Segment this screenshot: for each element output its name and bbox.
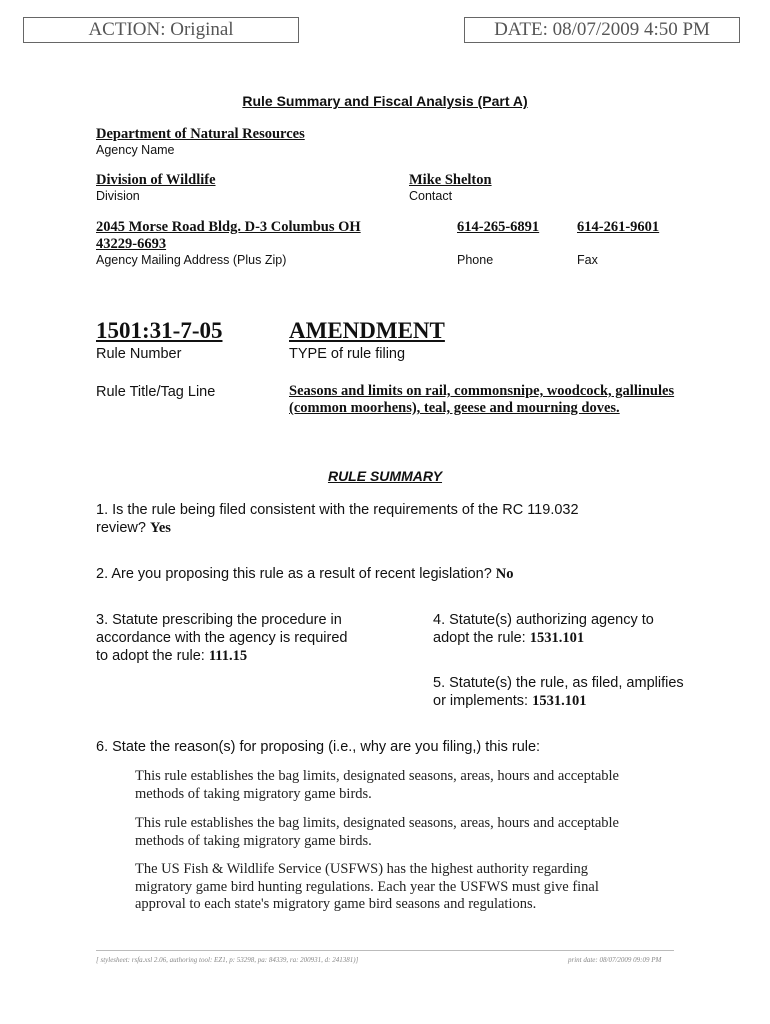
reason-paragraph-3-line-1: The US Fish & Wildlife Service (USFWS) has the highest authority regarding: [135, 861, 589, 877]
footer-print-date: print date: 08/07/2009 09:09 PM: [568, 956, 662, 964]
address-line-1: 2045 Morse Road Bldg. D-3 Columbus OH: [96, 219, 361, 235]
question-5-answer: 1531.101: [532, 693, 587, 709]
reason-paragraph-3-line-2: migratory game bird hunting regulations. Each year the USFWS must give final: [135, 878, 599, 895]
page-title: Rule Summary and Fiscal Analysis (Part A): [242, 93, 528, 109]
question-5-line-1: 5. Statute(s) the rule, as filed, amplifies: [433, 675, 684, 691]
question-3: [96, 611, 396, 665]
question-1-line-1: 1. Is the rule being filed consistent with the requirements of the RC 119.032: [96, 502, 579, 518]
rule-summary-heading: RULE SUMMARY: [327, 468, 443, 484]
phone-label: Phone: [457, 253, 494, 267]
phone-value: 614-265-6891: [457, 219, 540, 235]
rule-number-label: Rule Number: [96, 346, 182, 362]
question-3-line-1: 3. Statute prescribing the procedure in: [96, 612, 342, 628]
division-label: Division: [96, 189, 140, 203]
question-5-text: or implements:: [433, 693, 529, 709]
question-4: [433, 611, 733, 647]
question-6: 6. State the reason(s) for proposing (i.e., why are you filing,) this rule:: [96, 739, 541, 755]
question-3-line-3: [96, 647, 396, 665]
question-4-line-1: 4. Statute(s) authorizing agency to: [433, 612, 654, 628]
question-2-answer: No: [495, 566, 514, 582]
question-2: [96, 565, 696, 583]
question-1-text: review?: [96, 520, 146, 536]
question-4-text: adopt the rule:: [433, 630, 526, 646]
question-4-answer: 1531.101: [529, 630, 585, 646]
reason-paragraph-3-line-3: approval to each state's migratory game bird seasons and regulations.: [135, 896, 537, 912]
contact-name: Mike Shelton: [409, 172, 492, 188]
reason-paragraph-3: [135, 861, 599, 914]
footer-stylesheet-info: [ stylesheet: rsfa.xsl 2.06, authoring tool: EZ1, p: 53298, pa: 84339, ra: 200931, d: 241381)]: [96, 956, 359, 964]
contact-label: Contact: [409, 189, 453, 203]
fax-value: 614-261-9601: [577, 219, 660, 235]
question-3-text: to adopt the rule:: [96, 648, 205, 664]
rule-number: 1501:31-7-05: [96, 318, 223, 343]
question-3-answer: 111.15: [208, 648, 248, 664]
agency-name: Department of Natural Resources: [96, 126, 305, 142]
filing-type-label: TYPE of rule filing: [289, 346, 406, 362]
reason-paragraph-1: [135, 768, 619, 803]
rule-title-label: Rule Title/Tag Line: [96, 384, 216, 400]
action-box: [23, 17, 299, 43]
fax-label: Fax: [577, 253, 598, 267]
action-text: ACTION: Original: [88, 19, 234, 40]
rule-title-line-1: Seasons and limits on rail, commonsnipe, woodcock, gallinules: [289, 383, 675, 399]
question-4-line-2: [433, 629, 733, 647]
question-1: [96, 501, 696, 537]
address-label: Agency Mailing Address (Plus Zip): [96, 253, 287, 267]
reason-paragraph-1-line-1: This rule establishes the bag limits, designated seasons, areas, hours and acceptable: [135, 768, 619, 784]
address-line-2: 43229-6693: [96, 236, 167, 252]
reason-paragraph-2: [135, 815, 619, 850]
agency-name-label: Agency Name: [96, 143, 175, 157]
rule-title-line-2: (common moorhens), teal, geese and mourning doves.: [289, 400, 620, 416]
date-text: DATE: 08/07/2009 4:50 PM: [494, 19, 710, 40]
reason-paragraph-1-line-2: methods of taking migratory game birds.: [135, 785, 372, 802]
footer-divider: [96, 950, 674, 951]
question-5-line-2: [433, 692, 743, 710]
question-2-text: 2. Are you proposing this rule as a result of recent legislation?: [96, 566, 492, 582]
date-box: [464, 17, 740, 43]
question-3-line-2: accordance with the agency is required: [96, 630, 348, 646]
question-1-answer: Yes: [150, 520, 171, 536]
reason-paragraph-2-line-2: methods of taking migratory game birds.: [135, 832, 372, 849]
question-1-line-2: [96, 519, 696, 537]
filing-type: AMENDMENT: [289, 318, 445, 343]
reason-paragraph-2-line-1: This rule establishes the bag limits, designated seasons, areas, hours and acceptable: [135, 815, 619, 831]
question-5: [433, 674, 743, 710]
division-name: Division of Wildlife: [96, 172, 216, 188]
